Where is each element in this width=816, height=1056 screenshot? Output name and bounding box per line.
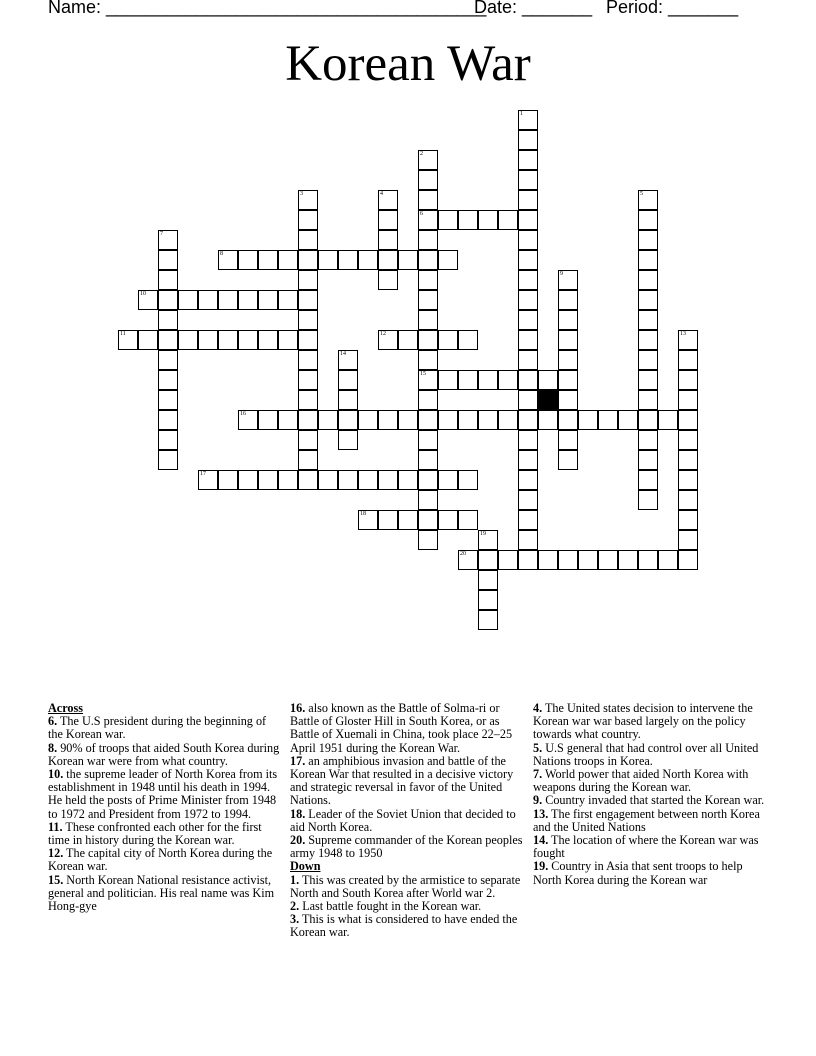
answer-cell[interactable] xyxy=(158,390,178,410)
down-heading: Down xyxy=(290,859,321,874)
answer-cell[interactable] xyxy=(298,350,318,370)
clues-column-1 xyxy=(48,702,280,913)
answer-cell[interactable] xyxy=(338,350,358,370)
answer-cell[interactable] xyxy=(518,130,538,150)
answer-cell[interactable] xyxy=(158,270,178,290)
answer-cell[interactable] xyxy=(438,510,458,530)
answer-cell[interactable] xyxy=(678,530,698,550)
clue-across-17 xyxy=(290,755,524,808)
clue-across-8 xyxy=(48,742,280,768)
clue-text: an amphibious invasion and battle of the Korean War that resulted in a decisive victory and strategic reversal in favor of the United Nations. xyxy=(290,753,514,808)
answer-cell[interactable] xyxy=(178,290,198,310)
cell-number: 12 xyxy=(380,331,386,337)
answer-cell[interactable] xyxy=(438,470,458,490)
clue-text: The location of where the Korean war was fought xyxy=(533,833,759,861)
answer-cell[interactable] xyxy=(638,410,658,430)
answer-cell[interactable] xyxy=(538,370,558,390)
clue-text: the supreme leader of North Korea from its establishment in 1948 until his death in 1994. He held the posts of Prime Minister from 1948 to 1972 and President from 1972 to 1994. xyxy=(48,767,278,821)
answer-cell[interactable] xyxy=(298,370,318,390)
answer-cell[interactable] xyxy=(518,510,538,530)
clue-text: World power that aided North Korea with weapons during the Korean war. xyxy=(533,767,749,795)
answer-cell[interactable] xyxy=(398,470,418,490)
answer-cell[interactable] xyxy=(518,410,538,430)
answer-cell[interactable] xyxy=(298,430,318,450)
answer-cell[interactable] xyxy=(678,470,698,490)
answer-cell[interactable] xyxy=(218,250,238,270)
answer-cell[interactable] xyxy=(418,510,438,530)
answer-cell[interactable] xyxy=(518,150,538,170)
answer-cell[interactable] xyxy=(678,430,698,450)
answer-cell[interactable] xyxy=(558,410,578,430)
answer-cell[interactable] xyxy=(418,450,438,470)
answer-cell[interactable] xyxy=(298,330,318,350)
answer-cell[interactable] xyxy=(378,330,398,350)
answer-cell[interactable] xyxy=(378,410,398,430)
period-field[interactable]: Period: _______ xyxy=(606,0,739,17)
answer-cell[interactable] xyxy=(298,290,318,310)
answer-cell[interactable] xyxy=(178,330,198,350)
cell-number: 11 xyxy=(120,331,126,337)
answer-cell[interactable] xyxy=(678,390,698,410)
answer-cell[interactable] xyxy=(418,270,438,290)
answer-cell[interactable] xyxy=(298,310,318,330)
answer-cell[interactable] xyxy=(418,170,438,190)
clue-number: 18. xyxy=(290,806,306,821)
clue-number: 8. xyxy=(48,740,58,755)
date-field[interactable]: Date: _______ xyxy=(474,0,593,17)
answer-cell[interactable] xyxy=(458,510,478,530)
answer-cell[interactable] xyxy=(538,410,558,430)
answer-cell[interactable] xyxy=(158,450,178,470)
clue-down-5 xyxy=(533,742,769,768)
clue-number: 11. xyxy=(48,819,63,834)
answer-cell[interactable] xyxy=(638,390,658,410)
answer-cell[interactable] xyxy=(458,550,478,570)
answer-cell[interactable] xyxy=(638,330,658,350)
answer-cell[interactable] xyxy=(298,230,318,250)
answer-cell[interactable] xyxy=(358,250,378,270)
answer-cell[interactable] xyxy=(338,430,358,450)
answer-cell[interactable] xyxy=(678,330,698,350)
answer-cell[interactable] xyxy=(518,310,538,330)
answer-cell[interactable] xyxy=(518,170,538,190)
clue-across-18 xyxy=(290,808,524,834)
answer-cell[interactable] xyxy=(498,550,518,570)
answer-cell[interactable] xyxy=(558,430,578,450)
answer-cell[interactable] xyxy=(258,470,278,490)
answer-cell[interactable] xyxy=(298,410,318,430)
cell-number: 5 xyxy=(640,191,643,197)
answer-cell[interactable] xyxy=(418,310,438,330)
clue-text: This was created by the armistice to separate North and South Korea after World war 2. xyxy=(290,872,521,900)
name-field[interactable]: Name: ______________________________________ xyxy=(48,0,487,17)
clue-text: Country invaded that started the Korean war. xyxy=(542,793,765,808)
puzzle-title: Korean War xyxy=(285,36,531,92)
answer-cell[interactable] xyxy=(298,270,318,290)
answer-cell[interactable] xyxy=(678,490,698,510)
answer-cell[interactable] xyxy=(458,370,478,390)
answer-cell[interactable] xyxy=(638,310,658,330)
clue-across-15 xyxy=(48,874,280,914)
clue-text: North Korean National resistance activist, general and politician. His real name was Kim Hong-gye xyxy=(48,872,275,914)
cell-number: 19 xyxy=(480,531,486,537)
clue-number: 9. xyxy=(533,793,543,808)
clue-text: The first engagement between north Korea and the United Nations xyxy=(533,806,760,834)
clue-number: 20. xyxy=(290,833,306,848)
answer-cell[interactable] xyxy=(318,470,338,490)
answer-cell[interactable] xyxy=(618,410,638,430)
answer-cell[interactable] xyxy=(158,230,178,250)
answer-cell[interactable] xyxy=(158,430,178,450)
answer-cell[interactable] xyxy=(298,250,318,270)
answer-cell[interactable] xyxy=(558,350,578,370)
answer-cell[interactable] xyxy=(298,470,318,490)
answer-cell[interactable] xyxy=(138,290,158,310)
answer-cell[interactable] xyxy=(518,490,538,510)
cell-number: 9 xyxy=(560,271,563,277)
answer-cell[interactable] xyxy=(578,550,598,570)
answer-cell[interactable] xyxy=(238,250,258,270)
answer-cell[interactable] xyxy=(678,550,698,570)
clue-number: 6. xyxy=(48,714,58,729)
answer-cell[interactable] xyxy=(278,250,298,270)
answer-cell[interactable] xyxy=(378,190,398,210)
answer-cell[interactable] xyxy=(298,390,318,410)
answer-cell[interactable] xyxy=(378,250,398,270)
cell-number: 16 xyxy=(240,411,246,417)
answer-cell[interactable] xyxy=(498,210,518,230)
answer-cell[interactable] xyxy=(338,250,358,270)
cell-number: 10 xyxy=(140,291,146,297)
clue-number: 17. xyxy=(290,753,306,768)
answer-cell[interactable] xyxy=(558,450,578,470)
answer-cell[interactable] xyxy=(558,270,578,290)
answer-cell[interactable] xyxy=(638,490,658,510)
answer-cell[interactable] xyxy=(438,410,458,430)
clue-down-3 xyxy=(290,913,524,939)
answer-cell[interactable] xyxy=(518,470,538,490)
answer-cell[interactable] xyxy=(418,370,438,390)
clue-across-16 xyxy=(290,702,524,755)
answer-cell[interactable] xyxy=(398,330,418,350)
answer-cell[interactable] xyxy=(518,430,538,450)
answer-cell[interactable] xyxy=(158,310,178,330)
clue-number: 19. xyxy=(533,859,549,874)
answer-cell[interactable] xyxy=(418,330,438,350)
cell-number: 13 xyxy=(680,331,686,337)
clue-text: This is what is considered to have ended the Korean war. xyxy=(290,912,518,940)
answer-cell[interactable] xyxy=(218,330,238,350)
clue-number: 1. xyxy=(290,872,300,887)
answer-cell[interactable] xyxy=(478,550,498,570)
answer-cell[interactable] xyxy=(478,410,498,430)
clue-text: also known as the Battle of Solma-ri or Battle of Gloster Hill in South Korea, or as Battle of Xuemali in China, took place 22–25 April 1951 during the Korean War. xyxy=(290,701,513,755)
clue-number: 5. xyxy=(533,740,543,755)
answer-cell[interactable] xyxy=(378,470,398,490)
answer-cell[interactable] xyxy=(378,210,398,230)
answer-cell[interactable] xyxy=(198,290,218,310)
answer-cell[interactable] xyxy=(478,570,498,590)
answer-cell[interactable] xyxy=(478,370,498,390)
answer-cell[interactable] xyxy=(578,410,598,430)
answer-cell[interactable] xyxy=(458,210,478,230)
answer-cell[interactable] xyxy=(538,550,558,570)
answer-cell[interactable] xyxy=(458,410,478,430)
answer-cell[interactable] xyxy=(558,330,578,350)
cell-number: 3 xyxy=(300,191,303,197)
answer-cell[interactable] xyxy=(518,230,538,250)
answer-cell[interactable] xyxy=(338,370,358,390)
answer-cell[interactable] xyxy=(638,190,658,210)
answer-cell[interactable] xyxy=(418,190,438,210)
answer-cell[interactable] xyxy=(678,410,698,430)
clue-text: These confronted each other for the first time in history during the Korean war. xyxy=(48,819,262,848)
answer-cell[interactable] xyxy=(438,210,458,230)
clues-column-2 xyxy=(290,702,524,940)
answer-cell[interactable] xyxy=(618,550,638,570)
answer-cell[interactable] xyxy=(458,330,478,350)
clue-down-7 xyxy=(533,768,769,794)
clue-number: 7. xyxy=(533,767,543,782)
answer-cell[interactable] xyxy=(518,550,538,570)
cell-number: 17 xyxy=(200,471,206,477)
answer-cell[interactable] xyxy=(358,410,378,430)
answer-cell[interactable] xyxy=(558,390,578,410)
answer-cell[interactable] xyxy=(638,210,658,230)
answer-cell[interactable] xyxy=(418,490,438,510)
answer-cell[interactable] xyxy=(658,550,678,570)
answer-cell[interactable] xyxy=(278,330,298,350)
answer-cell[interactable] xyxy=(478,530,498,550)
answer-cell[interactable] xyxy=(278,290,298,310)
answer-cell[interactable] xyxy=(158,370,178,390)
answer-cell[interactable] xyxy=(158,250,178,270)
answer-cell[interactable] xyxy=(418,410,438,430)
clue-text: Country in Asia that sent troops to help North Korea during the Korean war xyxy=(533,859,743,887)
answer-cell[interactable] xyxy=(638,290,658,310)
answer-cell[interactable] xyxy=(338,470,358,490)
answer-cell[interactable] xyxy=(118,330,138,350)
answer-cell[interactable] xyxy=(358,470,378,490)
answer-cell[interactable] xyxy=(158,410,178,430)
answer-cell[interactable] xyxy=(418,290,438,310)
answer-cell[interactable] xyxy=(298,210,318,230)
answer-cell[interactable] xyxy=(678,370,698,390)
answer-cell[interactable] xyxy=(518,530,538,550)
answer-cell[interactable] xyxy=(198,470,218,490)
answer-cell[interactable] xyxy=(638,370,658,390)
clue-text: U.S general that had control over all United Nations troops in Korea. xyxy=(533,740,759,768)
answer-cell[interactable] xyxy=(458,470,478,490)
answer-cell[interactable] xyxy=(238,470,258,490)
answer-cell[interactable] xyxy=(558,370,578,390)
answer-cell[interactable] xyxy=(418,150,438,170)
answer-cell[interactable] xyxy=(638,250,658,270)
answer-cell[interactable] xyxy=(398,250,418,270)
answer-cell[interactable] xyxy=(678,510,698,530)
clue-text: 90% of troops that aided South Korea during Korean war were from what country. xyxy=(48,740,280,768)
answer-cell[interactable] xyxy=(418,350,438,370)
answer-cell[interactable] xyxy=(638,550,658,570)
cell-number: 1 xyxy=(520,111,523,117)
answer-cell[interactable] xyxy=(438,330,458,350)
clue-down-1 xyxy=(290,874,524,900)
cell-number: 20 xyxy=(460,551,466,557)
answer-cell[interactable] xyxy=(318,250,338,270)
answer-cell[interactable] xyxy=(138,330,158,350)
answer-cell[interactable] xyxy=(378,510,398,530)
answer-cell[interactable] xyxy=(418,390,438,410)
answer-cell[interactable] xyxy=(298,450,318,470)
answer-cell[interactable] xyxy=(638,350,658,370)
answer-cell[interactable] xyxy=(258,330,278,350)
cell-number: 8 xyxy=(220,251,223,257)
clue-across-10 xyxy=(48,768,280,821)
answer-cell[interactable] xyxy=(238,410,258,430)
answer-cell[interactable] xyxy=(418,210,438,230)
answer-cell[interactable] xyxy=(338,410,358,430)
answer-cell[interactable] xyxy=(418,230,438,250)
answer-cell[interactable] xyxy=(558,550,578,570)
answer-cell[interactable] xyxy=(518,330,538,350)
clue-text: Supreme commander of the Korean peoples army 1948 to 1950 xyxy=(290,833,523,861)
answer-cell[interactable] xyxy=(278,410,298,430)
answer-cell[interactable] xyxy=(218,290,238,310)
clues-column-3 xyxy=(533,702,769,887)
answer-cell[interactable] xyxy=(518,450,538,470)
answer-cell[interactable] xyxy=(258,410,278,430)
cell-number: 4 xyxy=(380,191,383,197)
answer-cell[interactable] xyxy=(398,510,418,530)
answer-cell[interactable] xyxy=(638,230,658,250)
answer-cell[interactable] xyxy=(518,110,538,130)
cell-number: 18 xyxy=(360,511,366,517)
answer-cell[interactable] xyxy=(418,250,438,270)
answer-cell[interactable] xyxy=(418,530,438,550)
clue-number: 3. xyxy=(290,912,300,927)
answer-cell[interactable] xyxy=(518,270,538,290)
answer-cell[interactable] xyxy=(158,330,178,350)
clue-across-11 xyxy=(48,821,280,847)
answer-cell[interactable] xyxy=(478,610,498,630)
answer-cell[interactable] xyxy=(518,290,538,310)
clue-down-14 xyxy=(533,834,769,860)
answer-cell[interactable] xyxy=(598,550,618,570)
answer-cell[interactable] xyxy=(378,270,398,290)
answer-cell[interactable] xyxy=(438,370,458,390)
answer-cell[interactable] xyxy=(558,310,578,330)
answer-cell[interactable] xyxy=(158,350,178,370)
answer-cell[interactable] xyxy=(638,270,658,290)
clue-down-13 xyxy=(533,808,769,834)
clue-text: The capital city of North Korea during the Korean war. xyxy=(48,846,273,874)
answer-cell[interactable] xyxy=(198,330,218,350)
cell-number: 7 xyxy=(160,231,163,237)
answer-cell[interactable] xyxy=(438,250,458,270)
answer-cell[interactable] xyxy=(498,370,518,390)
answer-cell[interactable] xyxy=(158,290,178,310)
answer-cell[interactable] xyxy=(598,410,618,430)
answer-cell[interactable] xyxy=(638,430,658,450)
answer-cell[interactable] xyxy=(638,470,658,490)
answer-cell[interactable] xyxy=(378,230,398,250)
answer-cell[interactable] xyxy=(238,290,258,310)
answer-cell[interactable] xyxy=(418,470,438,490)
answer-cell[interactable] xyxy=(418,430,438,450)
cell-number: 15 xyxy=(420,371,426,377)
answer-cell[interactable] xyxy=(678,350,698,370)
answer-cell[interactable] xyxy=(658,410,678,430)
clue-down-4 xyxy=(533,702,769,742)
answer-cell[interactable] xyxy=(298,190,318,210)
answer-cell[interactable] xyxy=(318,410,338,430)
answer-cell[interactable] xyxy=(558,290,578,310)
answer-cell[interactable] xyxy=(238,330,258,350)
cell-number: 6 xyxy=(420,211,423,217)
clue-across-12 xyxy=(48,847,280,873)
answer-cell[interactable] xyxy=(518,190,538,210)
cell-number: 14 xyxy=(340,351,346,357)
answer-cell[interactable] xyxy=(338,390,358,410)
answer-cell[interactable] xyxy=(258,290,278,310)
blocked-cell xyxy=(538,390,558,410)
across-heading: Across xyxy=(48,701,83,715)
clue-number: 10. xyxy=(48,767,64,782)
answer-cell[interactable] xyxy=(518,370,538,390)
clue-down-19 xyxy=(533,860,769,886)
clue-number: 14. xyxy=(533,833,549,848)
answer-cell[interactable] xyxy=(478,210,498,230)
answer-cell[interactable] xyxy=(398,410,418,430)
clue-text: The United states decision to intervene the Korean war war based largely on the policy towards what country. xyxy=(533,701,753,742)
answer-cell[interactable] xyxy=(498,410,518,430)
clue-number: 13. xyxy=(533,806,549,821)
clue-text: Last battle fought in the Korean war. xyxy=(299,899,482,914)
answer-cell[interactable] xyxy=(518,210,538,230)
answer-cell[interactable] xyxy=(638,450,658,470)
clue-number: 2. xyxy=(290,899,300,914)
clue-text: Leader of the Soviet Union that decided to aid North Korea. xyxy=(290,806,516,834)
answer-cell[interactable] xyxy=(518,250,538,270)
answer-cell[interactable] xyxy=(258,250,278,270)
answer-cell[interactable] xyxy=(218,470,238,490)
clue-number: 16. xyxy=(290,701,306,715)
clue-across-6 xyxy=(48,715,280,741)
answer-cell[interactable] xyxy=(518,390,538,410)
answer-cell[interactable] xyxy=(678,450,698,470)
clue-number: 15. xyxy=(48,872,64,887)
clue-across-20 xyxy=(290,834,524,860)
answer-cell[interactable] xyxy=(278,470,298,490)
clue-number: 4. xyxy=(533,701,543,715)
answer-cell[interactable] xyxy=(518,350,538,370)
clue-number: 12. xyxy=(48,846,64,861)
answer-cell[interactable] xyxy=(478,590,498,610)
answer-cell[interactable] xyxy=(358,510,378,530)
clue-text: The U.S president during the beginning of the Korean war. xyxy=(48,714,267,742)
cell-number: 2 xyxy=(420,151,423,157)
